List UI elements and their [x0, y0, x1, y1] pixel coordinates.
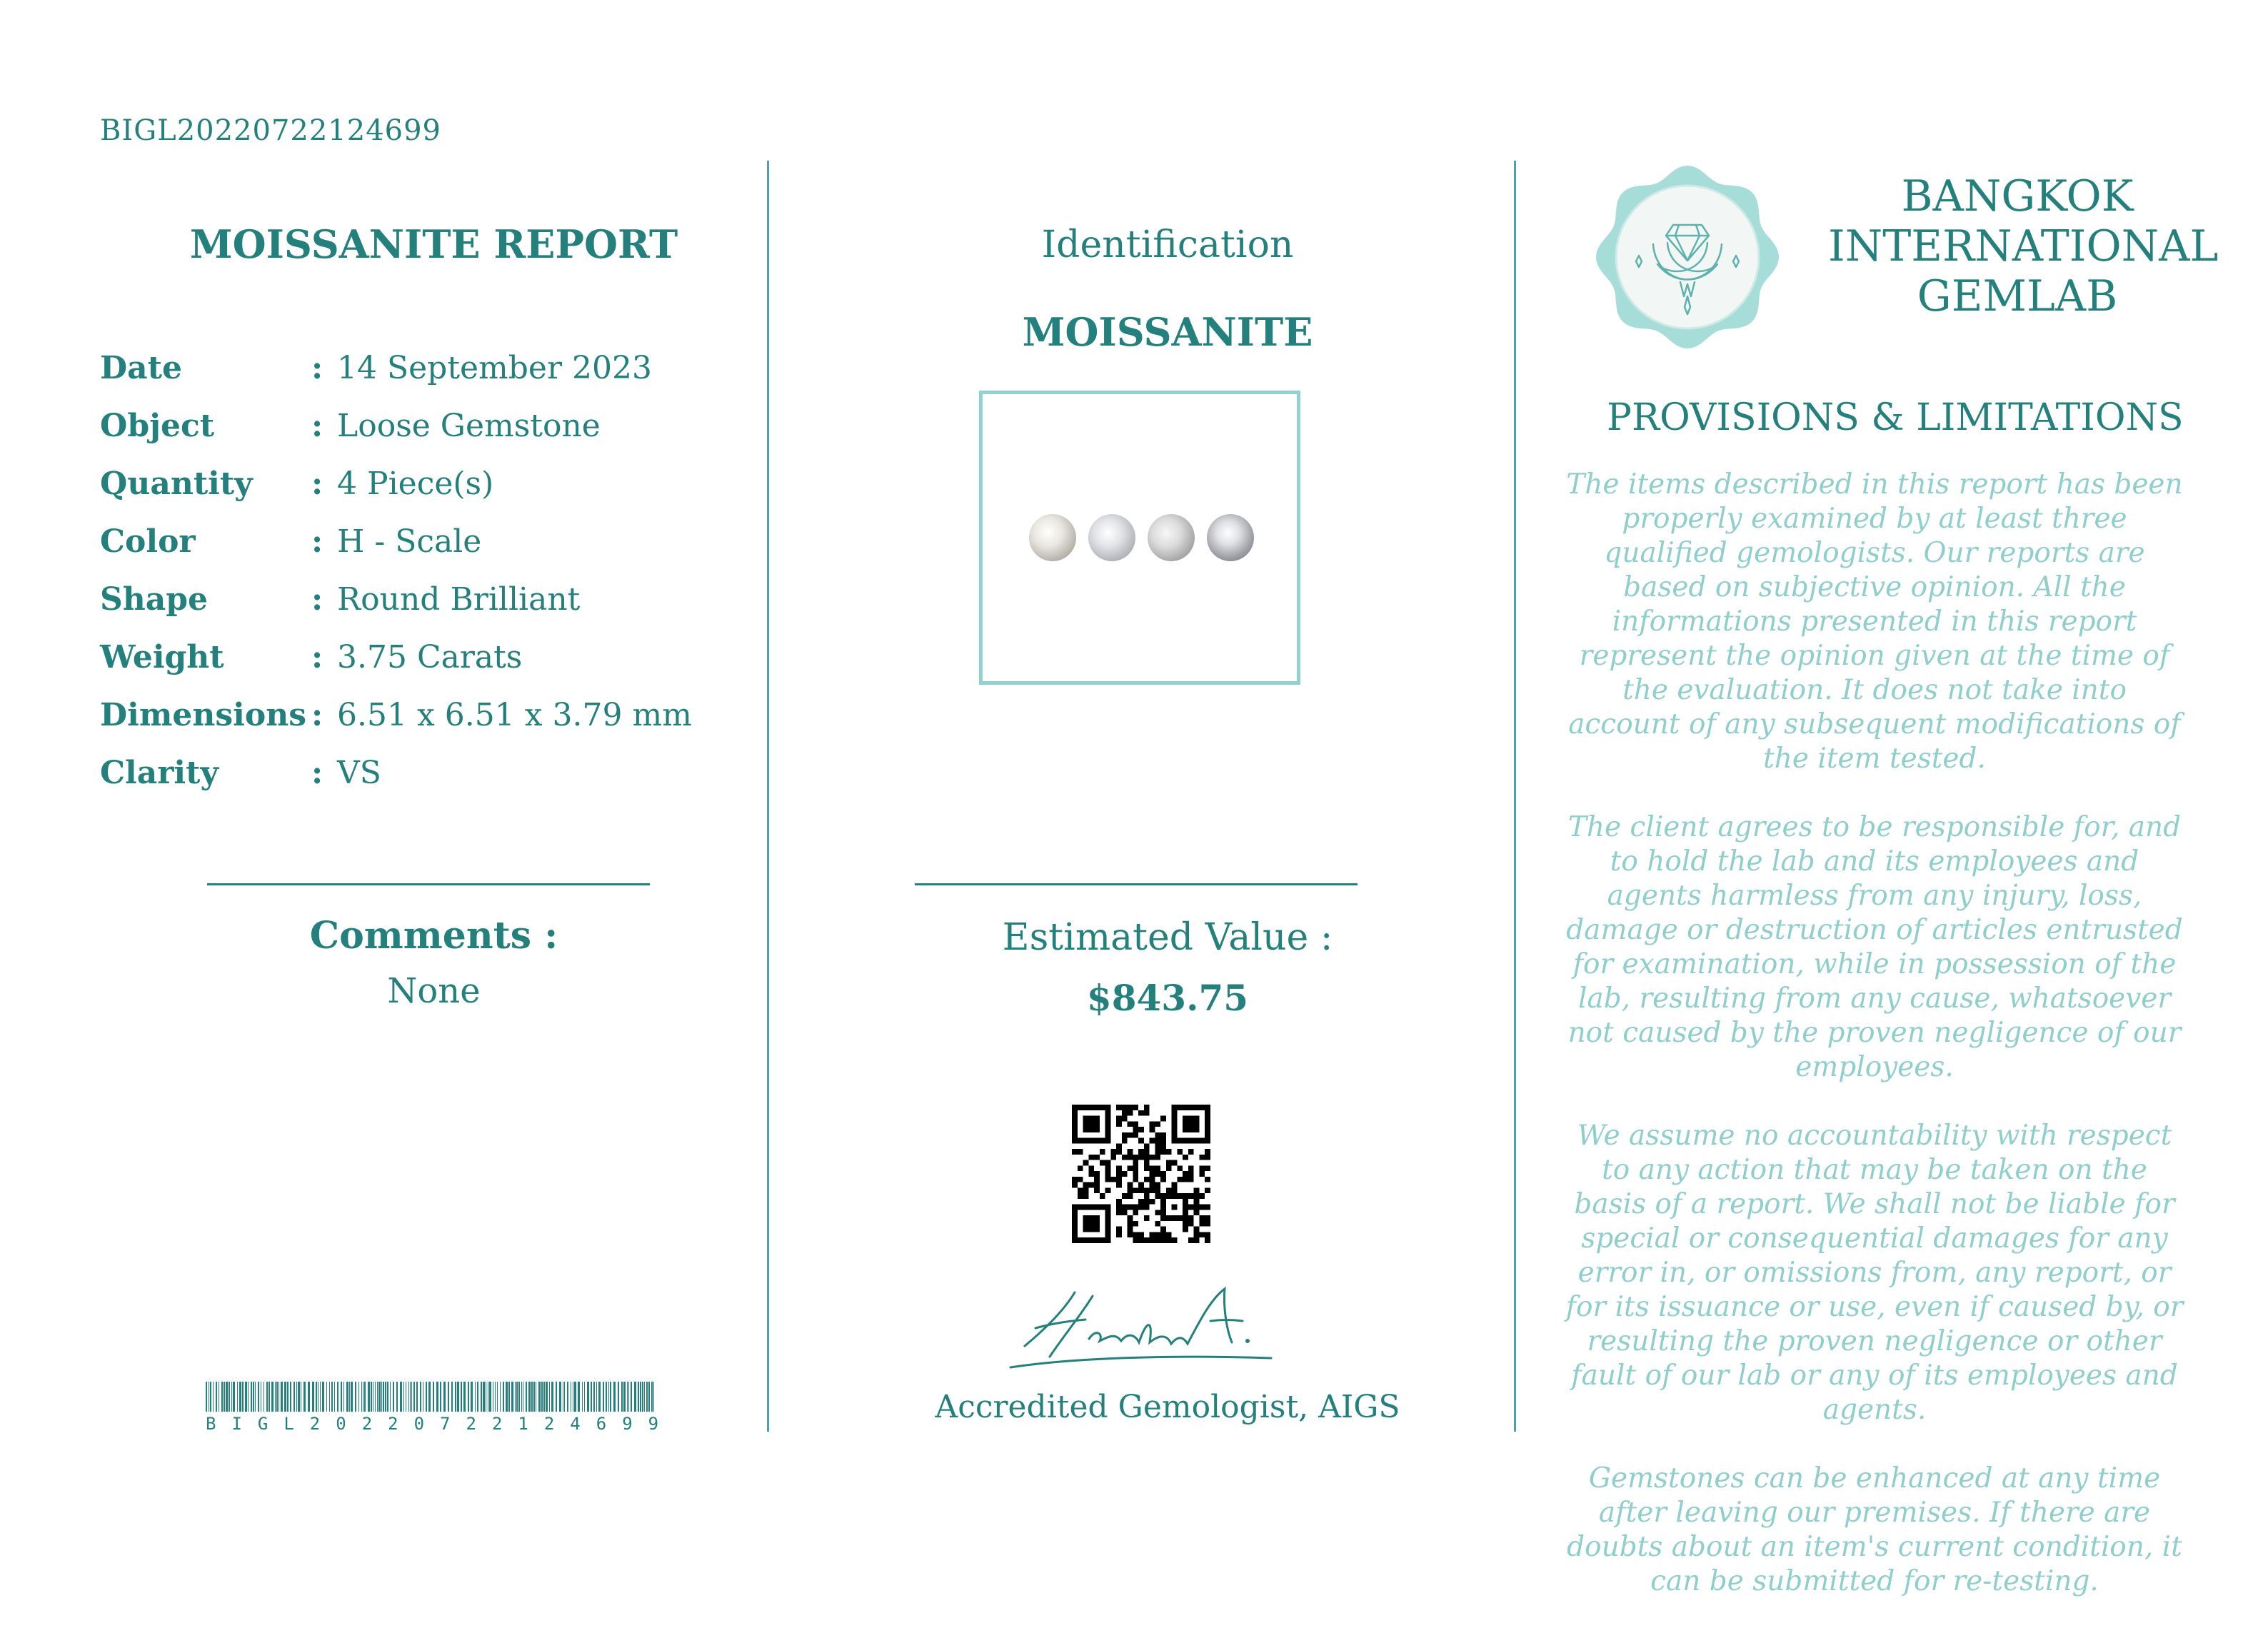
detail-label: Clarity	[100, 755, 219, 791]
lab-name	[1828, 171, 2219, 321]
provision-paragraph: We assume no accountability with respect to any action that may be taken on the basis of a report. We shall not be liable for special or consequential damages for any error in, or omissions from, any report, or for its issuance or use, even if caused by, or resulting the proven negligence or other fault of our lab or any of its employees and agents.	[1565, 1120, 2184, 1426]
qr-code	[1072, 1105, 1210, 1243]
lab-name-line: GEMLAB	[1917, 271, 2118, 321]
detail-value: 3.75 Carats	[337, 639, 523, 675]
detail-label: Quantity	[100, 466, 253, 502]
lab-name-line: BANGKOK	[1901, 171, 2134, 221]
detail-colon: :	[311, 523, 323, 560]
detail-row-date	[100, 339, 768, 397]
barcode	[206, 1382, 654, 1412]
gemstone-image	[1029, 514, 1076, 561]
provision-paragraph: Gemstones can be enhanced at any time after leaving our premises. If there are doubts about an item's current condition, it can be submitted for re-testing.	[1567, 1462, 2182, 1597]
details-list	[100, 339, 768, 802]
signature-caption: Accredited Gemologist, AIGS	[935, 1389, 1400, 1425]
detail-value: 14 September 2023	[337, 350, 652, 386]
detail-value: 6.51 x 6.51 x 3.79 mm	[337, 697, 692, 733]
report-title: MOISSANITE REPORT	[189, 221, 678, 267]
detail-label: Date	[100, 350, 182, 386]
detail-label: Weight	[100, 639, 224, 675]
detail-label: Object	[100, 408, 215, 444]
detail-colon: :	[311, 350, 323, 386]
gemstone-photo	[979, 391, 1300, 685]
estimated-value: $843.75	[1086, 977, 1249, 1019]
comments-value: None	[387, 971, 481, 1011]
detail-colon: :	[311, 697, 323, 733]
detail-value: Loose Gemstone	[337, 408, 601, 444]
barcode-text: BIGL20220722124699	[206, 1414, 675, 1434]
detail-row-weight	[100, 628, 768, 686]
identification-label: Identification	[1041, 223, 1294, 266]
detail-row-object	[100, 397, 768, 455]
lab-seal-logo	[1595, 164, 1780, 350]
provisions-title: PROVISIONS & LIMITATIONS	[1607, 396, 2184, 439]
detail-value: H - Scale	[337, 523, 482, 560]
gemstone-image	[1148, 514, 1195, 561]
detail-label: Shape	[100, 581, 209, 618]
detail-colon: :	[311, 581, 323, 618]
detail-row-clarity	[100, 744, 768, 802]
comments-label: Comments :	[309, 914, 558, 958]
gemstone-image	[1207, 514, 1254, 561]
detail-row-shape	[100, 571, 768, 628]
detail-colon: :	[311, 466, 323, 502]
report-id: BIGL20220722124699	[100, 114, 441, 147]
estimated-value-label: Estimated Value :	[1002, 916, 1333, 959]
value-divider	[915, 883, 1358, 885]
detail-row-dimensions	[100, 686, 768, 744]
comments-divider	[207, 883, 650, 885]
provision-paragraph: The client agrees to be responsible for, and to hold the lab and its employees and agents harmless from any injury, loss, damage or destruction of articles entrusted for examination, while in possession of the lab, resulting from any cause, whatsoever not caused by the proven negligence of our employees.	[1566, 811, 2183, 1083]
detail-colon: :	[311, 639, 323, 675]
detail-value: 4 Piece(s)	[337, 466, 494, 502]
detail-colon: :	[311, 408, 323, 444]
provisions-text	[1564, 468, 2185, 1633]
detail-row-quantity	[100, 455, 768, 513]
provision-paragraph: The items described in this report has been properly examined by at least three qualified gemologists. Our reports are based on subjective opinion. All the informations presented in this report represent the opinion given at the time of the evaluation. It does not take into account of any subsequent modifications of the item tested.	[1566, 468, 2183, 775]
identification-value: MOISSANITE	[1022, 309, 1313, 355]
gemstone-image	[1088, 514, 1135, 561]
detail-colon: :	[311, 755, 323, 791]
lab-name-line: INTERNATIONAL	[1828, 221, 2219, 271]
detail-value: VS	[337, 755, 381, 791]
detail-row-color	[100, 513, 768, 571]
detail-label: Dimensions	[100, 697, 307, 733]
detail-label: Color	[100, 523, 196, 560]
detail-value: Round Brilliant	[337, 581, 581, 618]
signature	[996, 1278, 1282, 1378]
